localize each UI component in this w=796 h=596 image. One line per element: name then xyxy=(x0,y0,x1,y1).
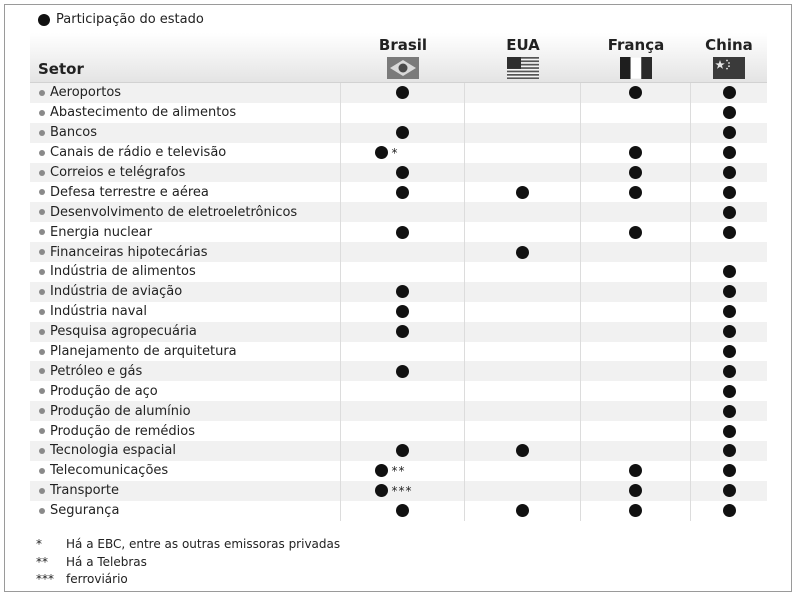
france-flag-icon xyxy=(620,57,652,79)
participation-cell xyxy=(465,242,581,262)
participation-dot-icon xyxy=(516,444,529,457)
participation-cell xyxy=(691,342,767,362)
sector-cell xyxy=(30,302,341,322)
participation-cell xyxy=(465,163,581,183)
participation-cell xyxy=(465,461,581,481)
sector-cell xyxy=(30,103,341,123)
participation-cell xyxy=(341,83,465,103)
participation-dot-icon xyxy=(723,365,736,378)
participation-cell xyxy=(465,103,581,123)
participation-dot-icon xyxy=(396,305,409,318)
table-row xyxy=(30,143,767,163)
participation-cell xyxy=(465,262,581,282)
column-china xyxy=(691,33,767,83)
bullet-icon xyxy=(39,329,45,335)
participation-dot-icon xyxy=(516,186,529,199)
participation-cell xyxy=(581,421,691,441)
participation-cell xyxy=(465,381,581,401)
participation-cell xyxy=(581,202,691,222)
note-marker: ** xyxy=(391,463,406,478)
participation-cell xyxy=(465,501,581,521)
table-row xyxy=(30,123,767,143)
participation-dot-icon xyxy=(723,345,736,358)
participation-dot-icon xyxy=(396,186,409,199)
sector-cell xyxy=(30,242,341,262)
sector-label: Segurança xyxy=(50,503,120,519)
table-body xyxy=(30,83,767,521)
participation-dot-icon xyxy=(629,166,642,179)
sector-label: Transporte xyxy=(50,483,119,499)
participation-dot-icon xyxy=(629,186,642,199)
bullet-icon xyxy=(39,488,45,494)
participation-cell xyxy=(341,103,465,123)
participation-dot-icon xyxy=(629,464,642,477)
participation-dot-icon xyxy=(723,146,736,159)
sector-label: Indústria naval xyxy=(50,304,147,320)
table-row xyxy=(30,361,767,381)
participation-cell xyxy=(465,83,581,103)
participation-cell xyxy=(691,441,767,461)
participation-cell xyxy=(581,501,691,521)
participation-dot-icon xyxy=(629,504,642,517)
sector-cell xyxy=(30,182,341,202)
participation-dot-icon xyxy=(723,464,736,477)
bullet-icon xyxy=(39,508,45,514)
participation-dot-icon xyxy=(723,405,736,418)
participation-cell xyxy=(691,501,767,521)
sector-label: Abastecimento de alimentos xyxy=(50,105,237,121)
participation-dot-icon xyxy=(375,146,388,159)
sector-label: Aeroportos xyxy=(50,85,122,101)
participation-cell xyxy=(691,481,767,501)
participation-dot-icon xyxy=(396,365,409,378)
participation-cell xyxy=(581,282,691,302)
participation-cell xyxy=(465,182,581,202)
sector-label: Indústria de alimentos xyxy=(50,264,196,280)
participation-cell xyxy=(581,302,691,322)
participation-dot-icon xyxy=(516,504,529,517)
participation-dot-icon xyxy=(396,325,409,338)
participation-cell xyxy=(691,461,767,481)
column-brasil xyxy=(341,33,465,83)
participation-cell xyxy=(581,342,691,362)
sector-label: Indústria de aviação xyxy=(50,284,183,300)
participation-cell xyxy=(341,421,465,441)
participation-cell xyxy=(341,322,465,342)
participation-cell xyxy=(341,381,465,401)
participation-cell xyxy=(341,501,465,521)
sector-cell xyxy=(30,461,341,481)
participation-cell xyxy=(691,381,767,401)
footnote xyxy=(36,554,340,572)
sector-cell xyxy=(30,501,341,521)
participation-cell xyxy=(691,222,767,242)
participation-cell xyxy=(341,481,465,501)
participation-dot-icon xyxy=(723,425,736,438)
footnote-text: ferroviário xyxy=(66,572,128,586)
mark-with-note xyxy=(375,464,431,478)
footnote-text: Há a Telebras xyxy=(66,554,147,569)
participation-cell xyxy=(465,302,581,322)
table-row xyxy=(30,103,767,123)
table-row xyxy=(30,441,767,461)
bullet-icon xyxy=(39,90,45,96)
bullet-icon xyxy=(39,289,45,295)
sector-label: Correios e telégrafos xyxy=(50,165,186,180)
participation-cell xyxy=(581,163,691,183)
participation-cell xyxy=(581,401,691,421)
participation-cell xyxy=(341,361,465,381)
participation-dot-icon xyxy=(723,86,736,99)
participation-cell xyxy=(691,202,767,222)
participation-cell xyxy=(581,103,691,123)
participation-cell xyxy=(465,222,581,242)
table-row xyxy=(30,381,767,401)
participation-cell xyxy=(691,282,767,302)
sector-label: Bancos xyxy=(50,125,97,141)
participation-cell xyxy=(465,282,581,302)
participation-dot-icon xyxy=(723,305,736,318)
participation-dot-icon xyxy=(723,484,736,497)
bullet-icon xyxy=(39,388,45,394)
legend xyxy=(38,12,204,27)
participation-cell xyxy=(341,282,465,302)
sector-cell xyxy=(30,481,341,501)
bullet-icon xyxy=(39,368,45,374)
footnote-key: *** xyxy=(36,572,54,586)
participation-cell xyxy=(341,222,465,242)
table-row xyxy=(30,421,767,441)
sector-cell xyxy=(30,262,341,282)
bullet-icon xyxy=(39,150,45,156)
participation-cell xyxy=(581,123,691,143)
sector-cell xyxy=(30,282,341,302)
participation-cell xyxy=(691,143,767,163)
participation-cell xyxy=(341,123,465,143)
participation-cell xyxy=(341,163,465,183)
participation-dot-icon xyxy=(396,504,409,517)
sector-cell xyxy=(30,143,341,163)
sector-label: Desenvolvimento de eletroeletrônicos xyxy=(50,204,298,220)
participation-cell xyxy=(341,182,465,202)
participation-dot-icon xyxy=(723,265,736,278)
participation-cell xyxy=(581,481,691,501)
table-row xyxy=(30,302,767,322)
participation-dot-icon xyxy=(723,206,736,219)
table-row xyxy=(30,262,767,282)
bullet-icon xyxy=(39,110,45,116)
state-participation-table xyxy=(30,33,767,521)
participation-cell xyxy=(465,481,581,501)
sector-label: Produção de alumínio xyxy=(50,403,191,419)
bullet-icon xyxy=(39,249,45,255)
table-row xyxy=(30,282,767,302)
sector-cell xyxy=(30,123,341,143)
sector-cell xyxy=(30,202,341,222)
bullet-icon xyxy=(39,229,45,235)
participation-dot-icon xyxy=(396,126,409,139)
participation-cell xyxy=(465,322,581,342)
participation-cell xyxy=(581,222,691,242)
participation-cell xyxy=(581,322,691,342)
participation-dot-icon xyxy=(723,444,736,457)
bullet-icon xyxy=(39,130,45,136)
participation-dot-icon xyxy=(723,226,736,239)
participation-cell xyxy=(341,302,465,322)
participation-dot-icon xyxy=(629,484,642,497)
participation-cell xyxy=(691,123,767,143)
sector-cell xyxy=(30,401,341,421)
participation-cell xyxy=(341,461,465,481)
participation-cell xyxy=(581,361,691,381)
sector-label: Pesquisa agropecuária xyxy=(50,324,197,340)
participation-dot-icon xyxy=(723,504,736,517)
participation-cell xyxy=(691,182,767,202)
country-name: China xyxy=(705,36,753,54)
sector-label: Energia nuclear xyxy=(50,224,153,240)
table-header xyxy=(30,33,767,83)
participation-dot-icon xyxy=(396,86,409,99)
participation-cell xyxy=(465,143,581,163)
table-row xyxy=(30,182,767,202)
participation-cell xyxy=(465,421,581,441)
sector-label: Produção de aço xyxy=(50,383,158,399)
participation-cell xyxy=(581,262,691,282)
participation-dot-icon xyxy=(375,464,388,477)
country-name: EUA xyxy=(506,36,540,54)
column-franca xyxy=(581,33,691,83)
footnote xyxy=(36,571,340,589)
bullet-icon xyxy=(39,189,45,195)
participation-dot-icon xyxy=(723,385,736,398)
participation-cell xyxy=(691,421,767,441)
participation-cell xyxy=(581,381,691,401)
table-row xyxy=(30,222,767,242)
participation-dot-icon xyxy=(396,166,409,179)
sector-label: Telecomunicações xyxy=(50,463,169,479)
sector-cell xyxy=(30,222,341,242)
sector-label: Produção de remédios xyxy=(50,423,196,439)
table-row xyxy=(30,481,767,501)
table-row xyxy=(30,342,767,362)
participation-cell xyxy=(691,262,767,282)
bullet-icon xyxy=(39,428,45,434)
participation-dot-icon xyxy=(723,186,736,199)
footnote-key: * xyxy=(36,537,42,551)
participation-cell xyxy=(581,242,691,262)
participation-cell xyxy=(465,401,581,421)
column-eua xyxy=(465,33,581,83)
mark-with-note xyxy=(375,484,431,498)
table-row xyxy=(30,163,767,183)
note-marker: * xyxy=(391,145,399,160)
participation-dot-icon xyxy=(396,226,409,239)
participation-cell xyxy=(581,83,691,103)
legend-label: Participação do estado xyxy=(56,12,204,27)
participation-cell xyxy=(341,242,465,262)
participation-dot-icon xyxy=(629,226,642,239)
sector-cell xyxy=(30,322,341,342)
participation-cell xyxy=(465,361,581,381)
bullet-icon xyxy=(39,170,45,176)
table-row xyxy=(30,202,767,222)
participation-cell xyxy=(465,202,581,222)
participation-dot-icon xyxy=(723,126,736,139)
sector-label: Financeiras hipotecárias xyxy=(50,244,208,260)
participation-cell xyxy=(465,441,581,461)
participation-cell xyxy=(465,123,581,143)
china-flag-icon xyxy=(713,57,745,79)
participation-cell xyxy=(465,342,581,362)
participation-dot-icon xyxy=(723,325,736,338)
bullet-icon xyxy=(39,309,45,315)
participation-cell xyxy=(691,302,767,322)
legend-dot-icon xyxy=(38,14,50,26)
participation-dot-icon xyxy=(629,86,642,99)
footnotes xyxy=(36,536,340,589)
sector-label: Defesa terrestre e aérea xyxy=(50,184,209,200)
footnote-key: ** xyxy=(36,554,48,569)
participation-dot-icon xyxy=(723,106,736,119)
sector-cell xyxy=(30,441,341,461)
table-row xyxy=(30,461,767,481)
sector-cell xyxy=(30,381,341,401)
participation-cell xyxy=(691,83,767,103)
participation-cell xyxy=(691,361,767,381)
participation-cell xyxy=(581,441,691,461)
sector-label: Petróleo e gás xyxy=(50,363,143,379)
sector-cell xyxy=(30,83,341,103)
participation-cell xyxy=(581,143,691,163)
sector-cell xyxy=(30,421,341,441)
note-marker: *** xyxy=(391,483,413,498)
bullet-icon xyxy=(39,209,45,215)
table-row xyxy=(30,322,767,342)
sector-label: Tecnologia espacial xyxy=(50,443,176,459)
sector-cell xyxy=(30,342,341,362)
usa-flag-icon xyxy=(507,57,539,79)
table-row xyxy=(30,242,767,262)
sector-cell xyxy=(30,361,341,381)
participation-cell xyxy=(341,401,465,421)
country-name: França xyxy=(607,36,665,54)
brazil-flag-icon xyxy=(387,57,419,79)
mark-with-note xyxy=(375,146,431,160)
participation-dot-icon xyxy=(375,484,388,497)
bullet-icon xyxy=(39,269,45,275)
participation-cell xyxy=(341,143,465,163)
participation-dot-icon xyxy=(723,166,736,179)
participation-dot-icon xyxy=(396,444,409,457)
sector-label: Planejamento de arquitetura xyxy=(50,344,237,360)
participation-cell xyxy=(691,322,767,342)
participation-cell xyxy=(691,401,767,421)
participation-dot-icon xyxy=(516,246,529,259)
participation-cell xyxy=(341,441,465,461)
bullet-icon xyxy=(39,408,45,414)
country-name: Brasil xyxy=(378,36,428,54)
participation-cell xyxy=(691,242,767,262)
sector-cell xyxy=(30,163,341,183)
bullet-icon xyxy=(39,468,45,474)
participation-cell xyxy=(341,342,465,362)
participation-cell xyxy=(341,262,465,282)
table-row xyxy=(30,401,767,421)
participation-cell xyxy=(341,202,465,222)
participation-cell xyxy=(691,103,767,123)
footnote xyxy=(36,536,340,554)
sector-label: Canais de rádio e televisão xyxy=(50,145,227,161)
table-row xyxy=(30,83,767,103)
participation-cell xyxy=(581,461,691,481)
participation-dot-icon xyxy=(396,285,409,298)
participation-cell xyxy=(691,163,767,183)
footnote-text: Há a EBC, entre as outras emissoras privadas xyxy=(66,537,341,551)
bullet-icon xyxy=(39,448,45,454)
sector-header: Setor xyxy=(38,60,84,78)
bullet-icon xyxy=(39,349,45,355)
participation-cell xyxy=(581,182,691,202)
participation-dot-icon xyxy=(723,285,736,298)
table-row xyxy=(30,501,767,521)
participation-dot-icon xyxy=(629,146,642,159)
